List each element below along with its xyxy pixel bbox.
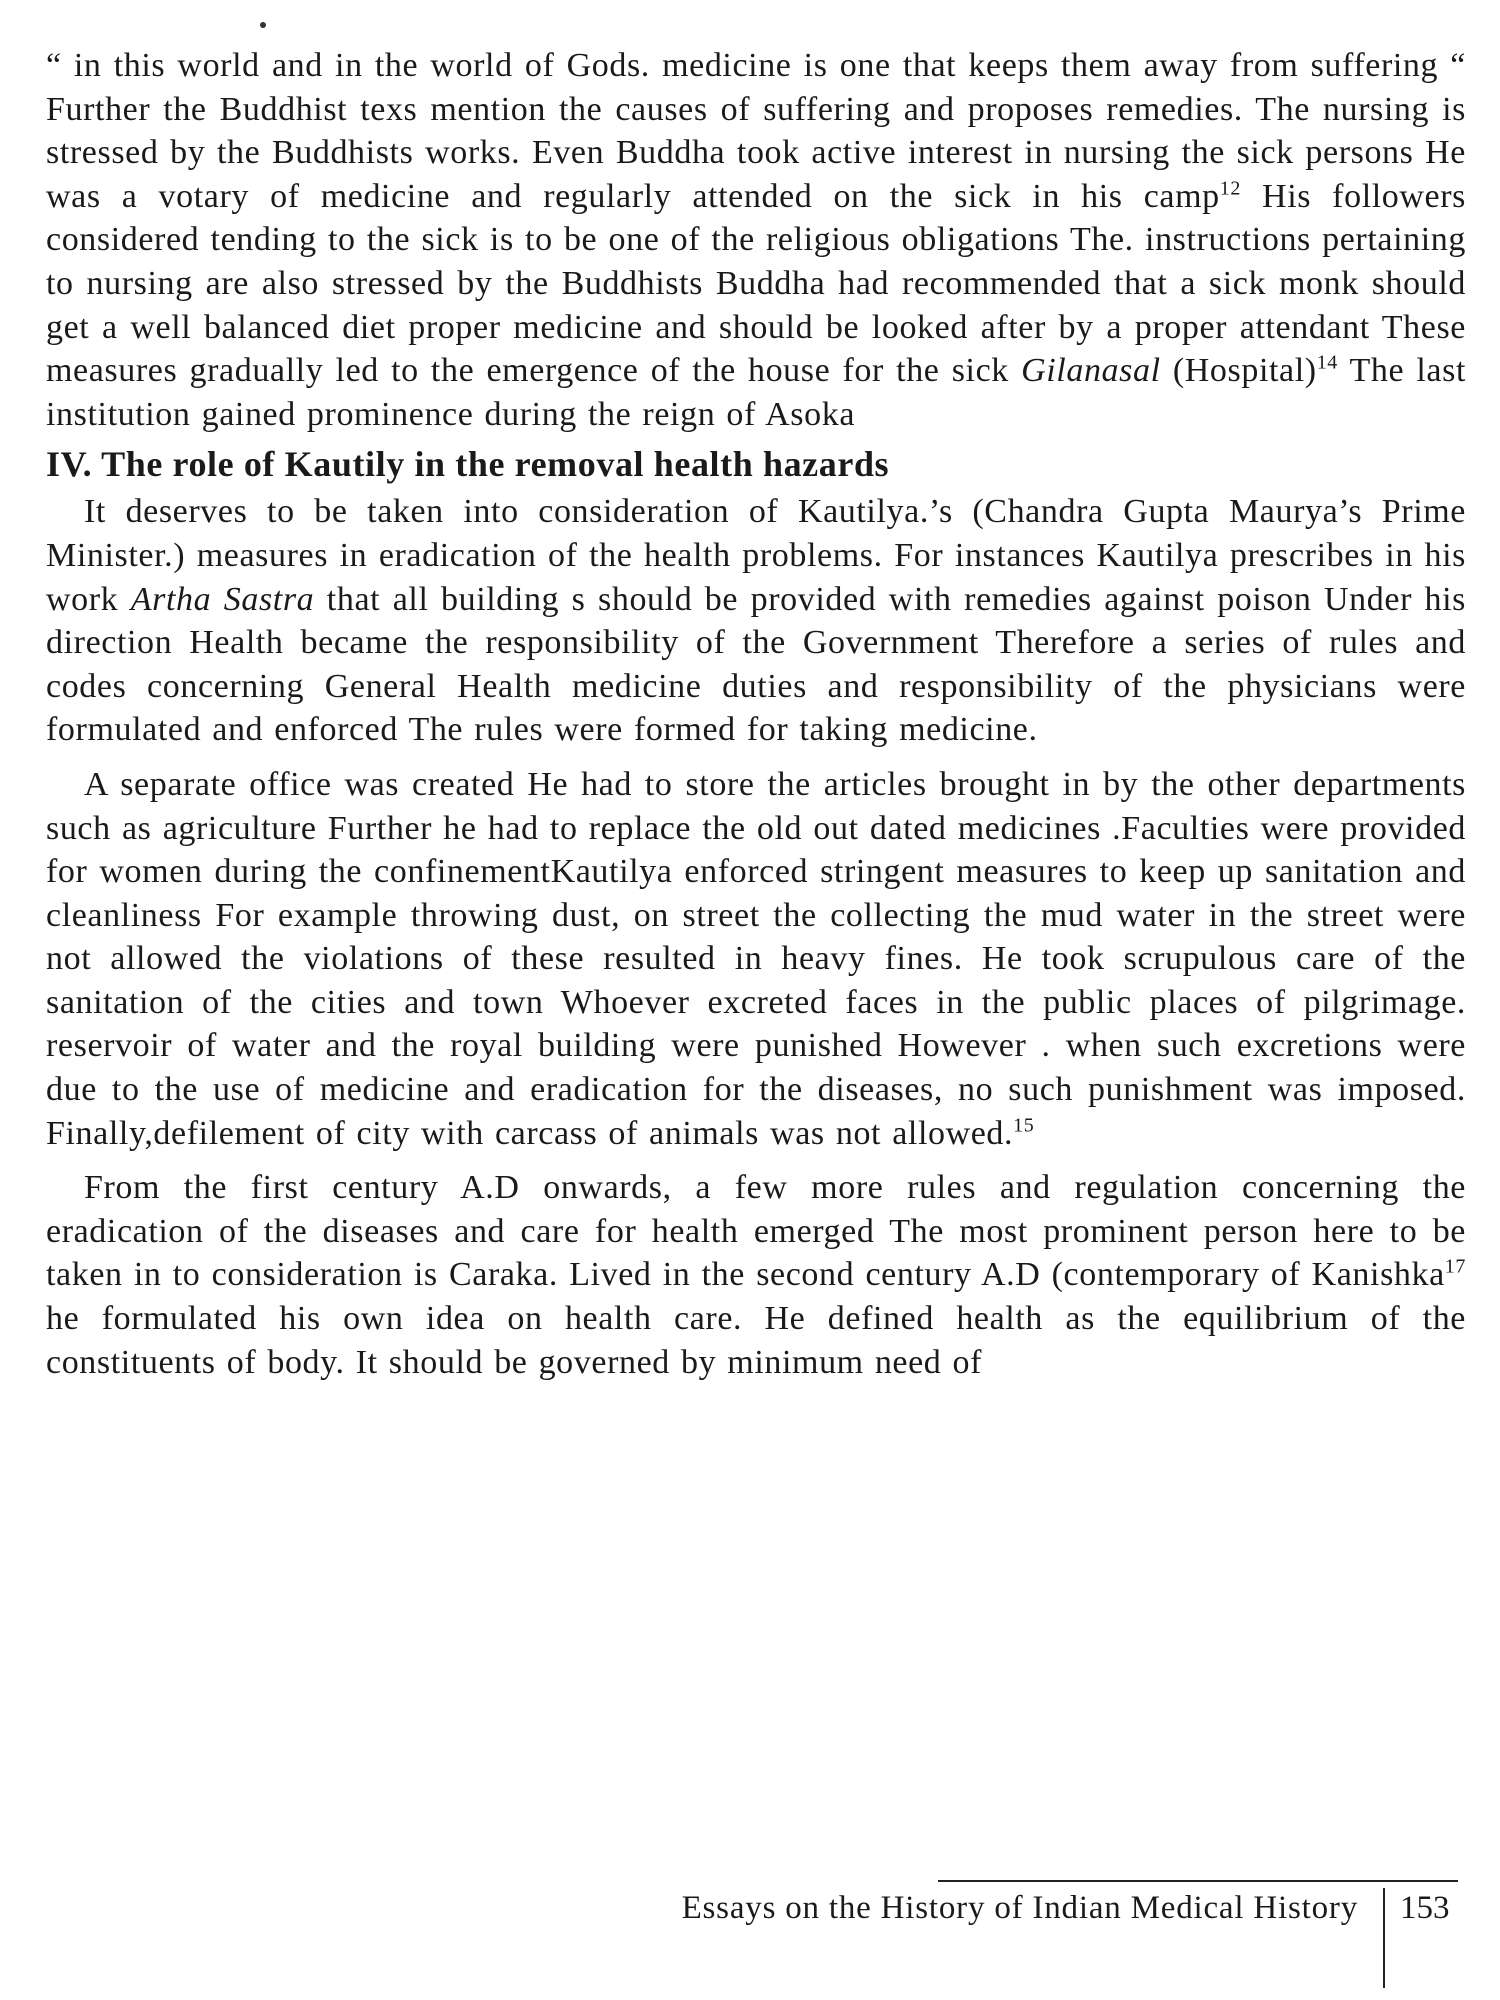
footnote-ref: 15 (1013, 1114, 1035, 1137)
footnote-ref: 17 (1444, 1256, 1466, 1279)
paragraph-text: that all building s should be provided with remedies against poison Under his direction Health became the responsibility of the Government Therefore a series of rules and codes concerning General Health medicine duties and responsibility of the physicians were formulated and enforced The rules were formed for taking medicine. (46, 580, 1466, 749)
paragraph-text: A separate office was created He had to store the articles brought in by the other departments such as agriculture Further he had to replace the old out dated medicines .Faculties were provided for women during the confinementKautilya enforced stringent measures to keep up sanitation and cleanliness For example throwing dust, on street the collecting the mud water in the street were not allowed the violations of these resulted in heavy fines. He took scrupulous care of the sanitation of the cities and town Whoever excreted faces in the public places of pilgrimage. reservoir of water and the royal building were punished However . when such excretions were due to the use of medicine and eradication for the diseases, no such punishment was imposed. Finally,defilement of city with carcass of animals was not allowed. (46, 765, 1466, 1152)
paragraph-text: His followers considered tending to the sick is to be one of the religious obligations The. instructions pertaining to nursing are also stressed by the Buddhists Buddha had recommended that a sick monk should get a well balanced diet proper medicine and should be looked after by a proper attendant These measures gradually led to the emergence of the house for the sick (46, 177, 1466, 390)
footnote-ref: 12 (1219, 177, 1241, 200)
page-body (46, 44, 1466, 1384)
italic-term: Artha Sastra (130, 580, 315, 618)
paragraph-text: The last institution gained prominence during the reign of Asoka (46, 352, 1466, 433)
paragraph-text: It deserves to be taken into consideration of Kautilya.’s (Chandra Gupta Maurya’s Prime Minister.) measures in eradication of the health problems. For instances Kautilya prescribes in his work (46, 493, 1466, 618)
paragraph-1 (46, 44, 1466, 436)
paragraph-4 (46, 1166, 1466, 1384)
page-footer (458, 1880, 1478, 1940)
footnote-ref: 14 (1316, 351, 1338, 374)
paragraph-3 (46, 763, 1466, 1155)
paragraph-text: “ in this world and in the world of Gods. medicine is one that keeps them away from suffering “ Further the Buddhist texs mention the causes of suffering and proposes remedies. The nursing is stressed by the Buddhists works. Even Buddha took active interest in nursing the sick persons He was a votary of medicine and regularly attended on the sick in his camp (46, 47, 1466, 215)
footer-book-title: Essays on the History of Indian Medical History (681, 1890, 1358, 1926)
scan-speck (260, 22, 266, 28)
footer-rule (938, 1880, 1458, 1882)
italic-term: Gilanasal (1021, 352, 1161, 390)
paragraph-2 (46, 490, 1466, 752)
paragraph-text: he formulated his own idea on health care. He defined health as the equilibrium of the constituents of body. It should be governed by minimum need of (46, 1300, 1466, 1381)
section-heading: IV. The role of Kautily in the removal health hazards (46, 444, 890, 485)
page-number: 153 (1400, 1890, 1450, 1926)
paragraph-text: From the first century A.D onwards, a few more rules and regulation concerning the eradication of the diseases and care for health emerged The most prominent person here to be taken in to consideration is Caraka. Lived in the second century A.D (contemporary of Kanishka (46, 1169, 1466, 1294)
footer-divider (1383, 1888, 1385, 1988)
paragraph-text: (Hospital) (1160, 352, 1317, 390)
